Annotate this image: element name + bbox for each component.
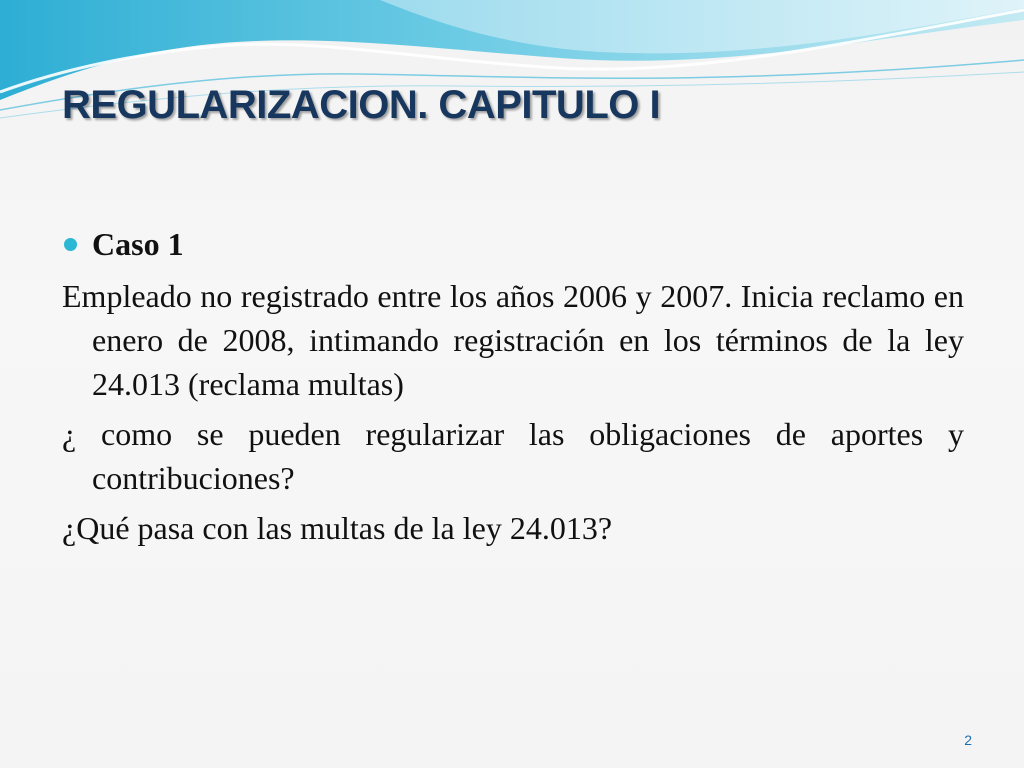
paragraph-3: ¿Qué pasa con las multas de la ley 24.013? <box>62 510 613 546</box>
bullet-item <box>62 222 964 266</box>
bullet-text: Caso 1 <box>92 226 184 262</box>
paragraph-1: Empleado no registrado entre los años 2006 y 2007. Inicia reclamo en enero de 2008, intimando registración en los términos de la ley 24.013 (reclama multas) <box>62 278 964 402</box>
paragraph-2: ¿ como se pueden regularizar las obligaciones de aportes y contribuciones? <box>62 416 964 496</box>
bullet-dot-icon <box>64 238 77 251</box>
slide-content <box>62 222 964 556</box>
slide-title: REGULARIZACION. CAPITULO I <box>62 83 661 127</box>
page-number: 2 <box>964 732 972 748</box>
